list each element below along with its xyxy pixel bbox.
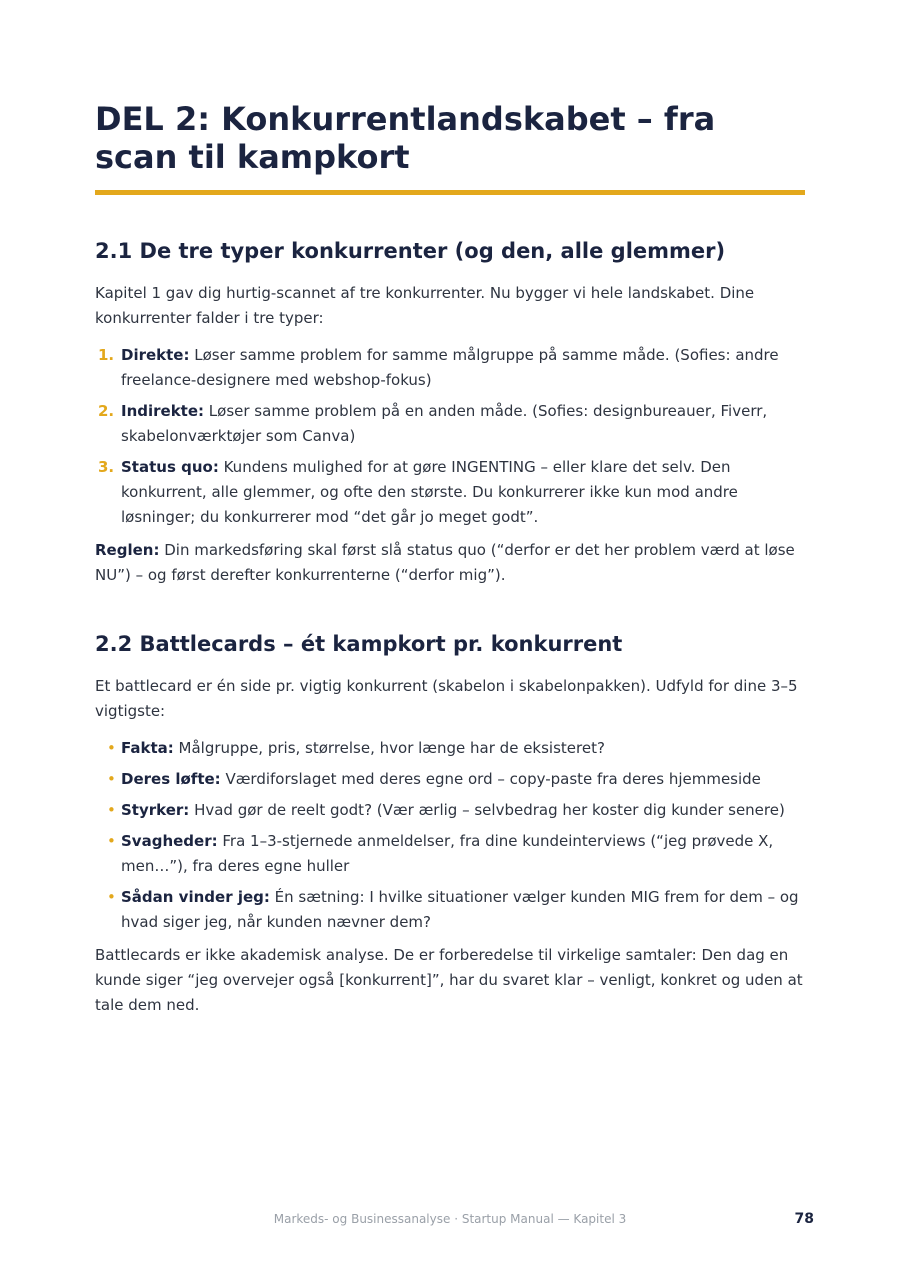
list-item-text: Fra 1–3-stjernede anmeldelser, fra dine kundeinterviews (“jeg prøvede X, men…”), fra deres egne huller (121, 832, 774, 875)
bullet-icon: • (107, 801, 116, 819)
bullet-icon: • (107, 739, 116, 757)
list-item (95, 885, 805, 935)
closing-paragraph: Battlecards er ikke akademisk analyse. De er forberedelse til virkelige samtaler: Den dag en kunde siger “jeg overvejer også [konkurrent]”, har du svaret klar – venligt, konkret og uden at tale dem ned. (95, 946, 803, 1014)
title-underline (95, 190, 805, 195)
list-item-text: Hvad gør de reelt godt? (Vær ærlig – selvbedrag her koster dig kunder senere) (189, 801, 785, 819)
list-item-text: Værdiforslaget med deres egne ord – copy-paste fra deres hjemmeside (220, 770, 761, 788)
list-item-text: Målgruppe, pris, størrelse, hvor længe har de eksisteret? (173, 739, 605, 757)
list-item-text: Kundens mulighed for at gøre INGENTING – eller klare det selv. Den konkurrent, alle glemmer, og ofte den største. Du konkurrerer ikke kun mod andre løsninger; du konkurrerer mod “det går jo meget godt”. (121, 458, 738, 526)
page-content (95, 100, 805, 1018)
list-item (95, 798, 805, 823)
list-item-label: Deres løfte: (121, 770, 221, 788)
list-item-text: Én sætning: I hvilke situationer vælger kunden MIG frem for dem – og hvad siger jeg, når kunden nævner dem? (121, 888, 799, 931)
list-item (95, 829, 805, 879)
list-item-label: Status quo: (121, 458, 219, 476)
list-item-label: Direkte: (121, 346, 190, 364)
list-item (95, 399, 805, 449)
competitor-types-list (95, 343, 805, 530)
page-footer: Markeds- og Businessanalyse · Startup Manual — Kapitel 3 (273, 1212, 627, 1226)
list-number: 3. (98, 458, 115, 476)
battlecard-fields-list (95, 736, 805, 935)
section-2-1-intro: Kapitel 1 gav dig hurtig-scannet af tre konkurrenter. Nu bygger vi hele landskabet. Dine konkurrenter falder i tre typer: (95, 284, 755, 327)
rule-label: Reglen: (95, 541, 160, 559)
list-item-label: Styrker: (121, 801, 190, 819)
list-item (95, 455, 805, 530)
list-item-text: Løser samme problem for samme målgruppe på samme måde. (Sofies: andre freelance-designere med webshop-fokus) (121, 346, 779, 389)
list-item (95, 343, 805, 393)
bullet-icon: • (107, 832, 116, 850)
rule-paragraph (95, 538, 805, 588)
bullet-icon: • (107, 770, 116, 788)
list-item-text: Løser samme problem på en anden måde. (Sofies: designbureauer, Fiverr, skabelonværktøjer som Canva) (121, 402, 768, 445)
list-item-label: Indirekte: (121, 402, 205, 420)
list-item-label: Fakta: (121, 739, 174, 757)
section-2-2-intro: Et battlecard er én side pr. vigtig konkurrent (skabelon i skabelonpakken). Udfyld for dine 3–5 vigtigste: (95, 677, 798, 720)
list-item (95, 736, 805, 761)
list-item-label: Svagheder: (121, 832, 218, 850)
section-heading-2-2: 2.2 Battlecards – ét kampkort pr. konkurrent (95, 632, 623, 656)
page-number: 78 (794, 1211, 814, 1227)
rule-text: Din markedsføring skal først slå status quo (“derfor er det her problem værd at løse NU”) – og først derefter konkurrenterne (“derfor mig”). (95, 541, 795, 584)
list-number: 2. (98, 402, 115, 420)
list-number: 1. (98, 346, 115, 364)
page-title: DEL 2: Konkurrentlandskabet – fra scan til kampkort (95, 100, 716, 176)
list-item (95, 767, 805, 792)
section-heading-2-1: 2.1 De tre typer konkurrenter (og den, alle glemmer) (95, 239, 726, 263)
bullet-icon: • (107, 888, 116, 906)
list-item-label: Sådan vinder jeg: (121, 888, 270, 906)
